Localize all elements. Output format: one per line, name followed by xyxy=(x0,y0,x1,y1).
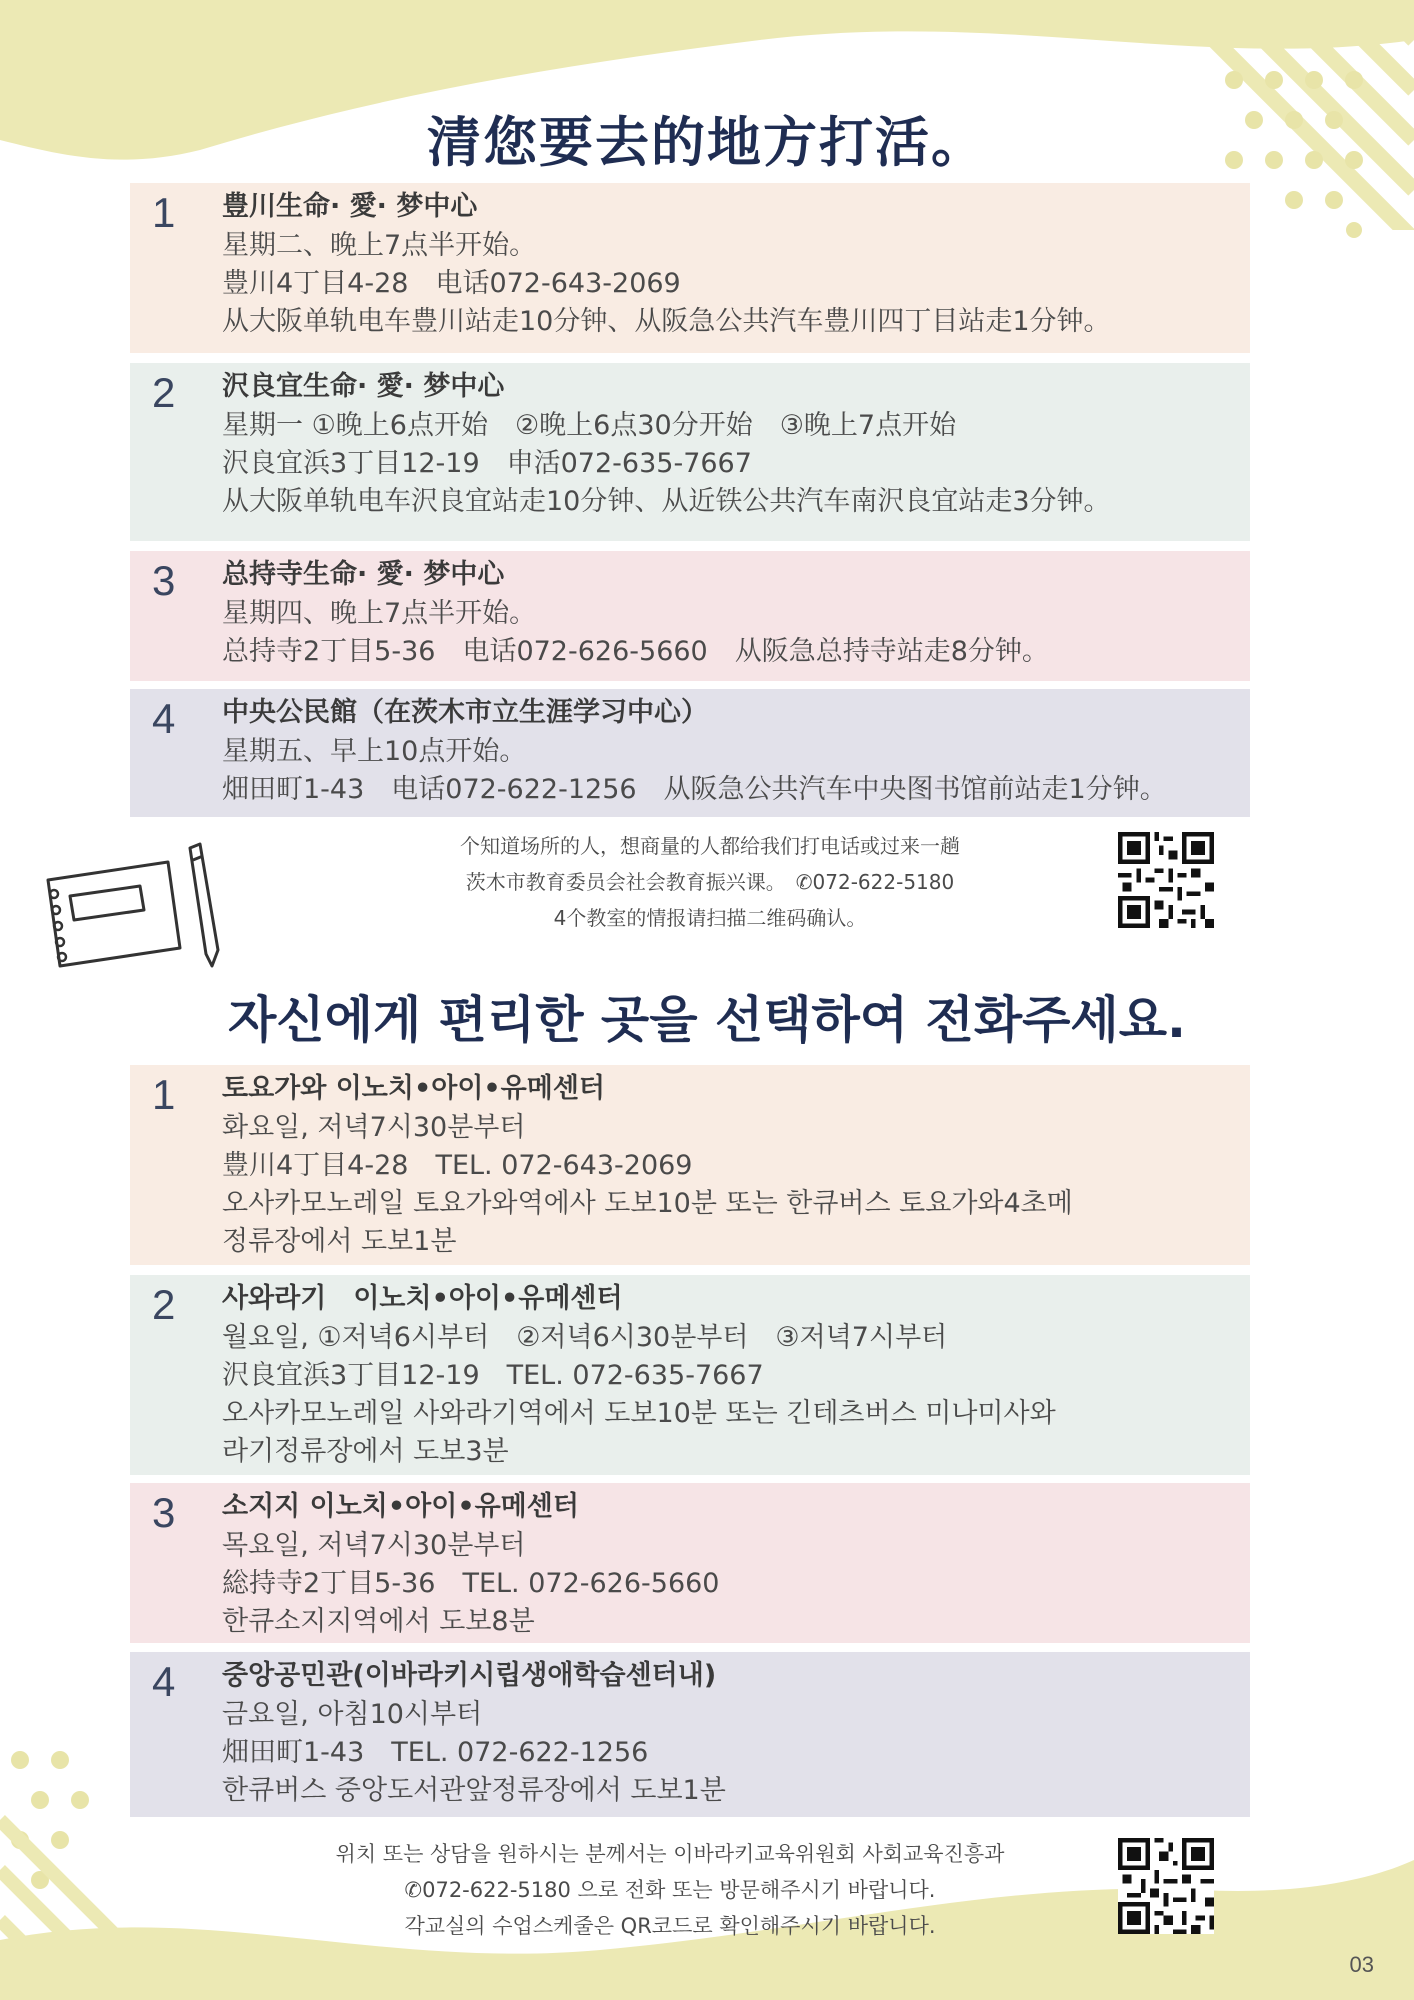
schedule-text: 星期五、早上10点开始。 xyxy=(222,736,527,767)
contact-line: 个知道场所的人，想商量的人都给我们打电话或过来一趟 xyxy=(460,834,960,858)
zh-location-2 xyxy=(130,363,1250,541)
chinese-title: 清您要去的地方打活。 xyxy=(427,111,987,174)
location-name: 소지지 이노치•아이•유메센터 xyxy=(222,1491,579,1522)
location-name: 豊川生命· 愛· 梦中心 xyxy=(222,191,478,222)
entry-number: 4 xyxy=(152,695,176,742)
location-name: 중앙공민관(이바라키시립생애학습센터내) xyxy=(222,1660,717,1691)
location-name: 总持寺生命· 愛· 梦中心 xyxy=(222,559,505,590)
access-text: 从大阪单轨电车豊川站走10分钟、从阪急公共汽车豊川四丁目站走1分钟。 xyxy=(222,306,1111,337)
access-text: 从大阪单轨电车沢良宜站走10分钟、从近铁公共汽车南沢良宜站走3分钟。 xyxy=(222,486,1111,517)
address-phone-text: 総持寺2丁目5-36 TEL. 072-626-5660 xyxy=(222,1568,720,1599)
location-name: 토요가와 이노치•아이•유메센터 xyxy=(222,1073,605,1104)
korean-title: 자신에게 편리한 곳을 선택하여 전화주세요. xyxy=(227,991,1187,1049)
zh-location-4 xyxy=(130,689,1250,817)
entry-number: 3 xyxy=(152,557,176,604)
entry-number: 4 xyxy=(152,1658,176,1705)
zh-location-1 xyxy=(130,183,1250,353)
address-access-text: 总持寺2丁目5-36 电话072-626-5660 从阪急总持寺站走8分钟。 xyxy=(222,636,1049,667)
address-phone-text: 畑田町1-43 TEL. 072-622-1256 xyxy=(222,1737,649,1768)
schedule-text: 목요일, 저녁7시30분부터 xyxy=(222,1530,526,1561)
schedule-text: 월요일, ①저녁6시부터 ②저녁6시30분부터 ③저녁7시부터 xyxy=(222,1322,948,1353)
ko-location-4 xyxy=(130,1652,1250,1817)
access-text-cont: 정류장에서 도보1분 xyxy=(222,1226,457,1257)
address-phone-text: 沢良宜浜3丁目12-19 申活072-635-7667 xyxy=(222,448,752,479)
address-phone-text: 豊川4丁目4-28 电话072-643-2069 xyxy=(222,268,681,299)
ko-location-1 xyxy=(130,1065,1250,1265)
address-access-text: 畑田町1-43 电话072-622-1256 从阪急公共汽车中央图书馆前站走1分钟。 xyxy=(222,774,1167,805)
contact-line: 각교실의 수업스케줄은 QR코드로 확인해주시기 바랍니다. xyxy=(404,1914,936,1938)
contact-line: 위치 또는 상담을 원하시는 분께서는 이바라키교육위원회 사회교육진흥과 xyxy=(335,1842,1005,1866)
qr-code-icon[interactable] xyxy=(1118,832,1214,928)
ko-location-2 xyxy=(130,1275,1250,1475)
schedule-text: 星期二、晚上7点半开始。 xyxy=(222,230,537,261)
schedule-text: 화요일, 저녁7시30분부터 xyxy=(222,1112,526,1143)
entry-number: 1 xyxy=(152,189,176,236)
entry-number: 3 xyxy=(152,1489,176,1536)
contact-line: 茨木市教育委员会社会教育振兴课。 ✆072-622-5180 xyxy=(465,870,955,894)
location-name: 中央公民館（在茨木市立生涯学习中心） xyxy=(222,697,708,728)
access-text: 오사카모노레일 토요가와역에사 도보10분 또는 한큐버스 토요가와4초메 xyxy=(222,1188,1073,1219)
entry-number: 1 xyxy=(152,1071,176,1118)
contact-line: ✆072-622-5180 으로 전화 또는 방문해주시기 바랍니다. xyxy=(404,1878,936,1902)
address-phone-text: 沢良宜浜3丁目12-19 TEL. 072-635-7667 xyxy=(222,1360,764,1391)
notebook-pencil-icon xyxy=(40,840,220,970)
location-name: 沢良宜生命· 愛· 梦中心 xyxy=(222,371,505,402)
page-number: 03 xyxy=(1349,1952,1374,1977)
location-name: 사와라기 이노치•아이•유메센터 xyxy=(222,1283,623,1314)
access-text: 오사카모노레일 사와라기역에서 도보10분 또는 긴테츠버스 미나미사와 xyxy=(222,1398,1056,1429)
zh-location-3 xyxy=(130,551,1250,681)
schedule-text: 금요일, 아침10시부터 xyxy=(222,1699,483,1730)
address-phone-text: 豊川4丁目4-28 TEL. 072-643-2069 xyxy=(222,1150,693,1181)
ko-location-3 xyxy=(130,1483,1250,1643)
entry-number: 2 xyxy=(152,1281,176,1328)
access-text: 한큐소지지역에서 도보8분 xyxy=(222,1606,535,1637)
contact-line: 4个教室的情报请扫描二维码确认。 xyxy=(553,906,867,930)
schedule-text: 星期一 ①晚上6点开始 ②晚上6点30分开始 ③晚上7点开始 xyxy=(222,410,957,441)
ko-contact-note xyxy=(240,1836,1100,1944)
zh-contact-note xyxy=(340,828,1080,936)
schedule-text: 星期四、晚上7点半开始。 xyxy=(222,598,537,629)
qr-code-icon[interactable] xyxy=(1118,1838,1214,1934)
access-text: 한큐버스 중앙도서관앞정류장에서 도보1분 xyxy=(222,1775,726,1806)
access-text-cont: 라기정류장에서 도보3분 xyxy=(222,1436,509,1467)
entry-number: 2 xyxy=(152,369,176,416)
